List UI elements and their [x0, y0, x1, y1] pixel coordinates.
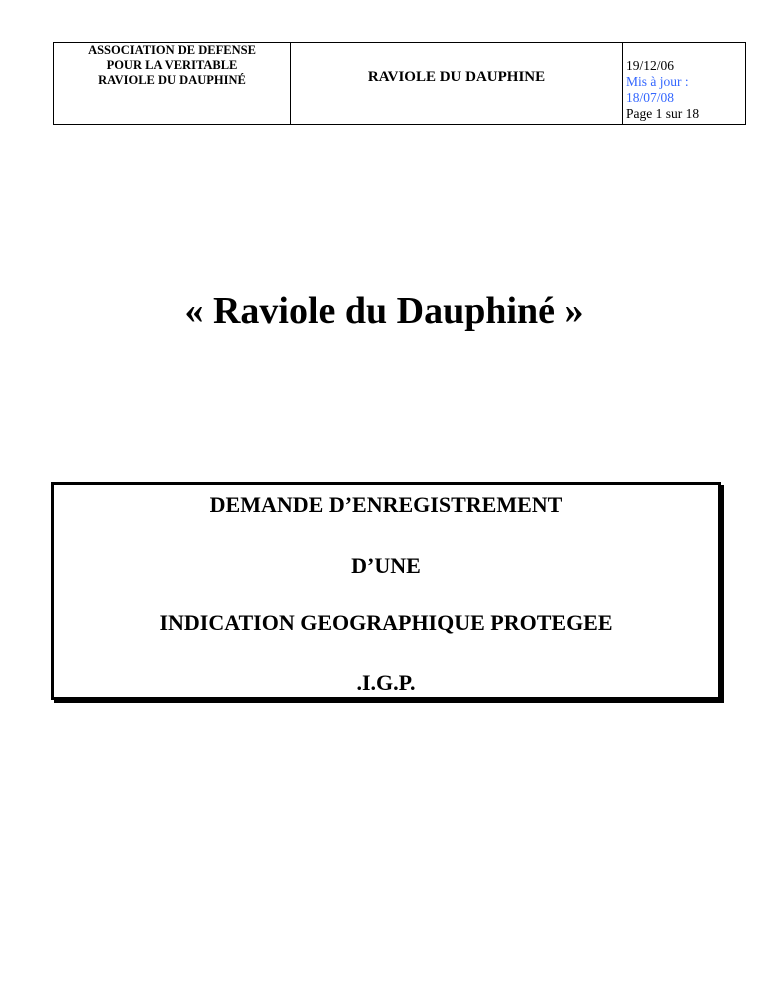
updated-date: 18/07/08	[626, 90, 675, 105]
created-date: 19/12/06	[626, 58, 675, 73]
document-header-table	[53, 42, 746, 125]
organization-line-1: ASSOCIATION DE DEFENSE	[88, 43, 256, 57]
request-line-2: D’UNE	[351, 553, 421, 578]
request-line-4: .I.G.P.	[356, 670, 416, 695]
organization-line-2: POUR LA VERITABLE	[106, 58, 238, 72]
organization-line-3: RAVIOLE DU DAUPHINÉ	[98, 73, 246, 87]
header-document-title: RAVIOLE DU DAUPHINE	[291, 43, 623, 125]
main-title: « Raviole du Dauphiné »	[184, 290, 584, 332]
page-info: Page 1 sur 18	[626, 106, 700, 121]
updated-label: Mis à jour :	[626, 74, 689, 89]
organization-name	[54, 43, 290, 88]
registration-request-box	[51, 482, 721, 700]
header-organization-cell	[54, 43, 291, 125]
request-line-1: DEMANDE D’ENREGISTREMENT	[209, 492, 563, 517]
request-line-3: INDICATION GEOGRAPHIQUE PROTEGEE	[159, 610, 613, 635]
header-dates-cell	[623, 43, 746, 125]
